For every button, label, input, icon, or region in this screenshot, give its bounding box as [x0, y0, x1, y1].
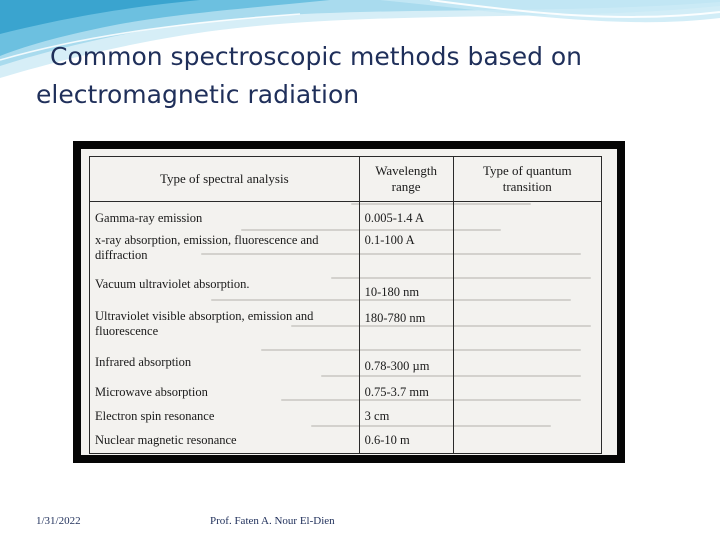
- row-quantum: [453, 273, 601, 305]
- scanned-page: [81, 149, 617, 455]
- header-wavelength: Wavelength range: [359, 157, 453, 202]
- row-type: x-ray absorption, emission, fluorescence and diffraction: [90, 227, 360, 273]
- row-quantum: [453, 381, 601, 405]
- table-row: [90, 351, 602, 381]
- row-wavelength: 0.78-300 µm: [359, 351, 453, 381]
- footer-author: Prof. Faten A. Nour El-Dien: [210, 515, 335, 527]
- row-wavelength: 0.005-1.4 A: [359, 202, 453, 228]
- row-type: Nuclear magnetic resonance: [90, 429, 360, 454]
- spectral-methods-table: [89, 156, 602, 454]
- header-quantum: Type of quantum transition: [453, 157, 601, 202]
- row-quantum: [453, 305, 601, 351]
- table-row: [90, 227, 602, 273]
- row-quantum: [453, 351, 601, 381]
- row-type: Infrared absorption: [90, 351, 360, 381]
- row-wavelength: 0.6-10 m: [359, 429, 453, 454]
- table-row: [90, 273, 602, 305]
- table-row: [90, 405, 602, 429]
- row-type: Ultraviolet visible absorption, emission and fluorescence: [90, 305, 360, 351]
- row-quantum: [453, 405, 601, 429]
- row-wavelength: 0.75-3.7 mm: [359, 381, 453, 405]
- row-wavelength: 180-780 nm: [359, 305, 453, 351]
- row-wavelength: 3 cm: [359, 405, 453, 429]
- row-wavelength: 0.1-100 A: [359, 227, 453, 273]
- row-type: Electron spin resonance: [90, 405, 360, 429]
- row-wavelength: 10-180 nm: [359, 273, 453, 305]
- table-row: [90, 381, 602, 405]
- row-quantum: [453, 429, 601, 454]
- row-type: Gamma-ray emission: [90, 202, 360, 228]
- table-row: [90, 305, 602, 351]
- footer-date: 1/31/2022: [36, 515, 81, 527]
- row-quantum: [453, 202, 601, 228]
- title-line-1: Common spectroscopic methods based on: [50, 42, 583, 71]
- row-quantum: [453, 227, 601, 273]
- table-row: [90, 429, 602, 454]
- title-line-2: electromagnetic radiation: [36, 80, 360, 109]
- table-header-row: [90, 157, 602, 202]
- row-type: Microwave absorption: [90, 381, 360, 405]
- slide-title: [36, 38, 696, 114]
- header-type: Type of spectral analysis: [90, 157, 360, 202]
- scanned-table-image: [73, 141, 625, 463]
- row-type: Vacuum ultraviolet absorption.: [90, 273, 360, 305]
- table-row: [90, 202, 602, 228]
